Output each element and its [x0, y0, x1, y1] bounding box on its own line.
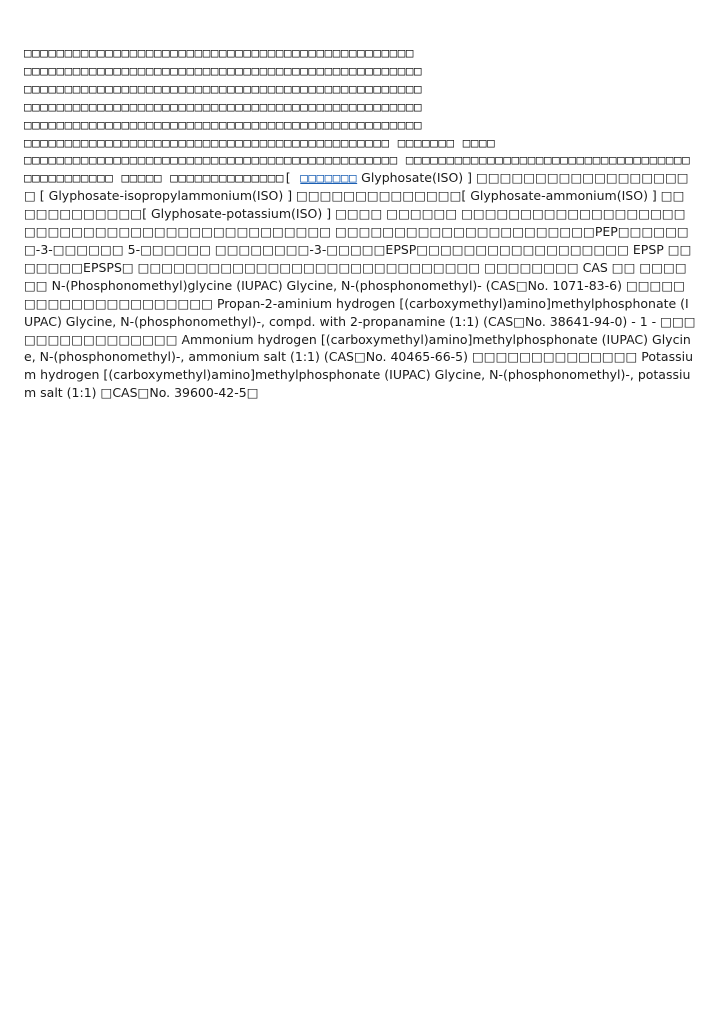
paragraph-body: Glyphosate(ISO) ] □□□□□□□□□□□□□□□□□□□ [ Glyphosate-isopropylammonium(ISO) ] □□□□□□□□□□□□□□[ Glyphosate-ammonium(ISO) ] □□□□□□□□□□□□[ Glyphosate-potassium(ISO) ] □□□□ □□□□□□ □□□□□□□□□□□□□□□□□□□□□□□□□□□□□□□□□□□□□□□□□□□□□ □□□□□□□□□□□□□□□□□□□□□□PEP□□□□□□□-3-□□□□□□ 5-□□□□□□ □□□□□□□□-3-□□□□□EPSP□□□□□□□□□□□□□□□□□□ EPSP □□□□□□□EPSPS□ □□□□□□□□□□□□□□□□□□□□□□□□□□□□□ □□□□□□□□ CAS □□ □□□□□□ N-(Phosphonomethyl)glycine (IUPAC) Glycine, N-(phosphonomethyl)- (CAS□No. 1071-83-6) □□□□□□□□□□□□□□□□□□□□□ Propan-2-aminium hydrogen [(carboxymethyl)amino]methylphosphonate (IUPAC) Glycine, N-(phosphonomethyl)-, compd. with 2-propanamine (1:1) (CAS□No. 38641-94-0) - 1 - □□□□□□□□□□□□□□□□ Ammonium hydrogen [(carboxymethyl)amino]methylphosphonate (IUPAC) Glycine, N-(phosphonomethyl)-, ammonium salt (1:1) (CAS□No. 40465-66-5) □□□□□□□□□□□□□□ Potassium hydrogen [(carboxymethyl)amino]methylphosphonate (IUPAC) Glycine, N-(phosphonomethyl)-, potassium salt (1:1) □CAS□No. 39600-42-5□ [24, 170, 696, 401]
text-line-2: □□□□□□□□□□□□□□□□□□□□□□□□□□□□□□□□□□□□□□□□□□□□□□□□□ [24, 62, 423, 78]
text-line-6: □□□□□□□□□□□□□□□□□□□□□□□□□□□□□□□□□□□□□□□□□□□□□ □□□□□□□ □□□□ [24, 134, 496, 150]
text-line-4: □□□□□□□□□□□□□□□□□□□□□□□□□□□□□□□□□□□□□□□□□□□□□□□□□ [24, 98, 423, 114]
paragraph-intro: □□□□□□□□□□□□□□□□□□□□□□□□□□□□□□□□□□□□□□□□□□□□□□ □□□□□□□□□□□□□□□□□□□□□□□□□□□□□□□□□□□□□□□□□□□□□□ □□□□□ □□□□□□□□□□□□□□[ [24, 152, 691, 186]
text-line-5: □□□□□□□□□□□□□□□□□□□□□□□□□□□□□□□□□□□□□□□□□□□□□□□□□ [24, 116, 423, 132]
text-line-3: □□□□□□□□□□□□□□□□□□□□□□□□□□□□□□□□□□□□□□□□□□□□□□□□□ [24, 80, 423, 96]
text-line-1: □□□□□□□□□□□□□□□□□□□□□□□□□□□□□□□□□□□□□□□□□□□□□□□□ [24, 45, 415, 60]
document-body [24, 44, 696, 402]
glyphosate-link[interactable]: □□□□□□□ [300, 170, 358, 186]
body-paragraph [24, 151, 696, 402]
